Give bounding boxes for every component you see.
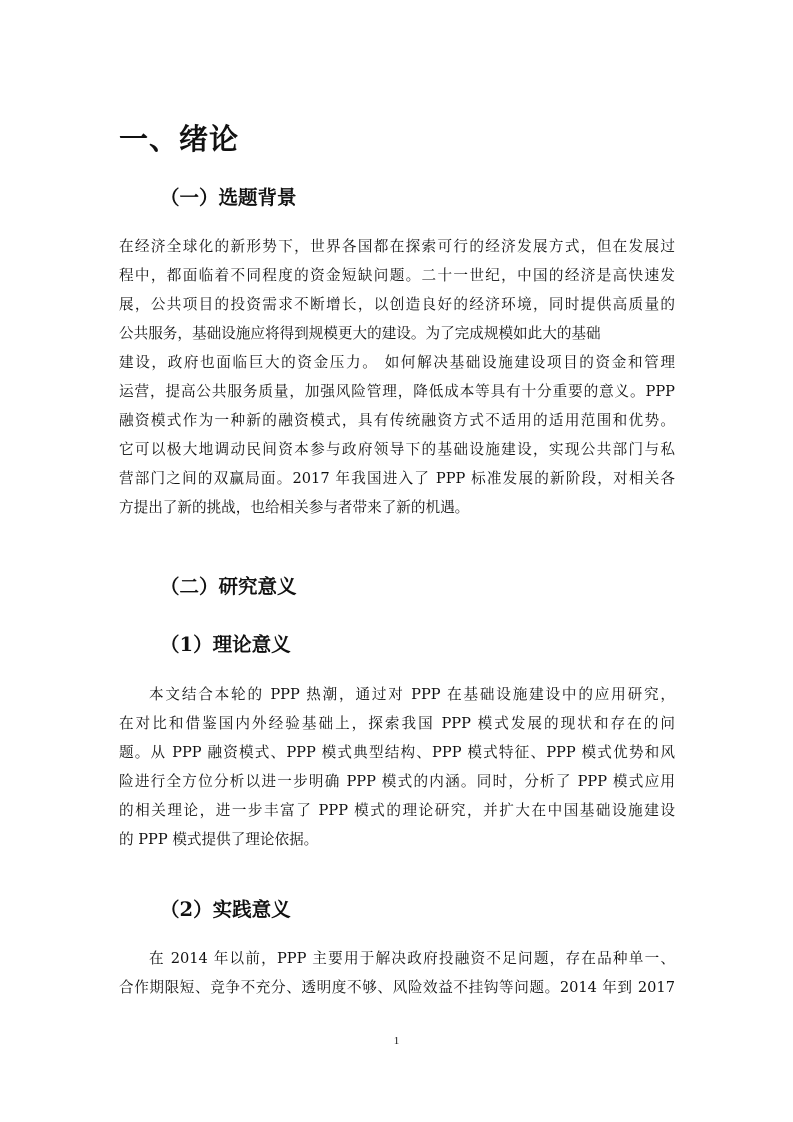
subsection-heading-theory: （1）理论意义 — [160, 633, 291, 656]
paragraph-line: 在对比和借鉴国内外经验基础上，探索我国 PPP 模式发展的现状和存在的问 — [119, 715, 675, 732]
paragraph-background — [119, 232, 675, 522]
paragraph-line: 本文结合本轮的 PPP 热潮，通过对 PPP 在基础设施建设中的应用研究， — [149, 686, 675, 703]
paragraph-line: 运营，提高公共服务质量，加强风险管理，降低成本等具有十分重要的意义。PPP — [119, 383, 675, 400]
paragraph-practice — [119, 944, 675, 1002]
paragraph-theory — [119, 680, 675, 854]
paragraph-line: 题。从 PPP 融资模式、PPP 模式典型结构、PPP 模式特征、PPP 模式优势和风 — [119, 744, 675, 761]
paragraph-line: 合作期限短、竞争不充分、透明度不够、风险效益不挂钩等问题。2014 年到 2017 — [119, 979, 675, 996]
page-number: 1 — [393, 1035, 400, 1047]
paragraph-line: 方提出了新的挑战，也给相关参与者带来了新的机遇。 — [119, 499, 470, 516]
paragraph-line: 在经济全球化的新形势下，世界各国都在探索可行的经济发展方式，但在发展过 — [119, 238, 675, 255]
section-heading-significance: （二）研究意义 — [160, 575, 297, 598]
paragraph-line: 的相关理论，进一步丰富了 PPP 模式的理论研究，并扩大在中国基础设施建设 — [119, 802, 675, 819]
paragraph-line: 建设，政府也面临巨大的资金压力。 如何解决基础设施建设项目的资金和管理 — [119, 354, 675, 371]
subsection-heading-practice: （2）实践意义 — [160, 898, 291, 921]
paragraph-line: 它可以极大地调动民间资本参与政府领导下的基础设施建设，实现公共部门与私 — [119, 441, 675, 458]
paragraph-line: 险进行全方位分析以进一步明确 PPP 模式的内涵。同时，分析了 PPP 模式应用 — [119, 773, 675, 790]
paragraph-line: 在 2014 年以前，PPP 主要用于解决政府投融资不足问题，存在品种单一、 — [149, 950, 675, 967]
paragraph-line: 的 PPP 模式提供了理论依据。 — [119, 831, 319, 848]
chapter-heading: 一、绪论 — [119, 122, 240, 156]
paragraph-line: 公共服务，基础设施应将得到规模更大的建设。为了完成规模如此大的基础 — [119, 325, 601, 342]
paragraph-line: 融资模式作为一种新的融资模式，具有传统融资方式不适用的适用范围和优势。 — [119, 412, 675, 429]
section-heading-background: （一）选题背景 — [160, 186, 297, 209]
paragraph-line: 展，公共项目的投资需求不断增长，以创造良好的经济环境，同时提供高质量的 — [119, 296, 675, 313]
paragraph-line: 程中，都面临着不同程度的资金短缺问题。二十一世纪，中国的经济是高快速发 — [119, 267, 675, 284]
paragraph-line: 营部门之间的双赢局面。2017 年我国进入了 PPP 标准发展的新阶段，对相关各 — [119, 470, 675, 487]
